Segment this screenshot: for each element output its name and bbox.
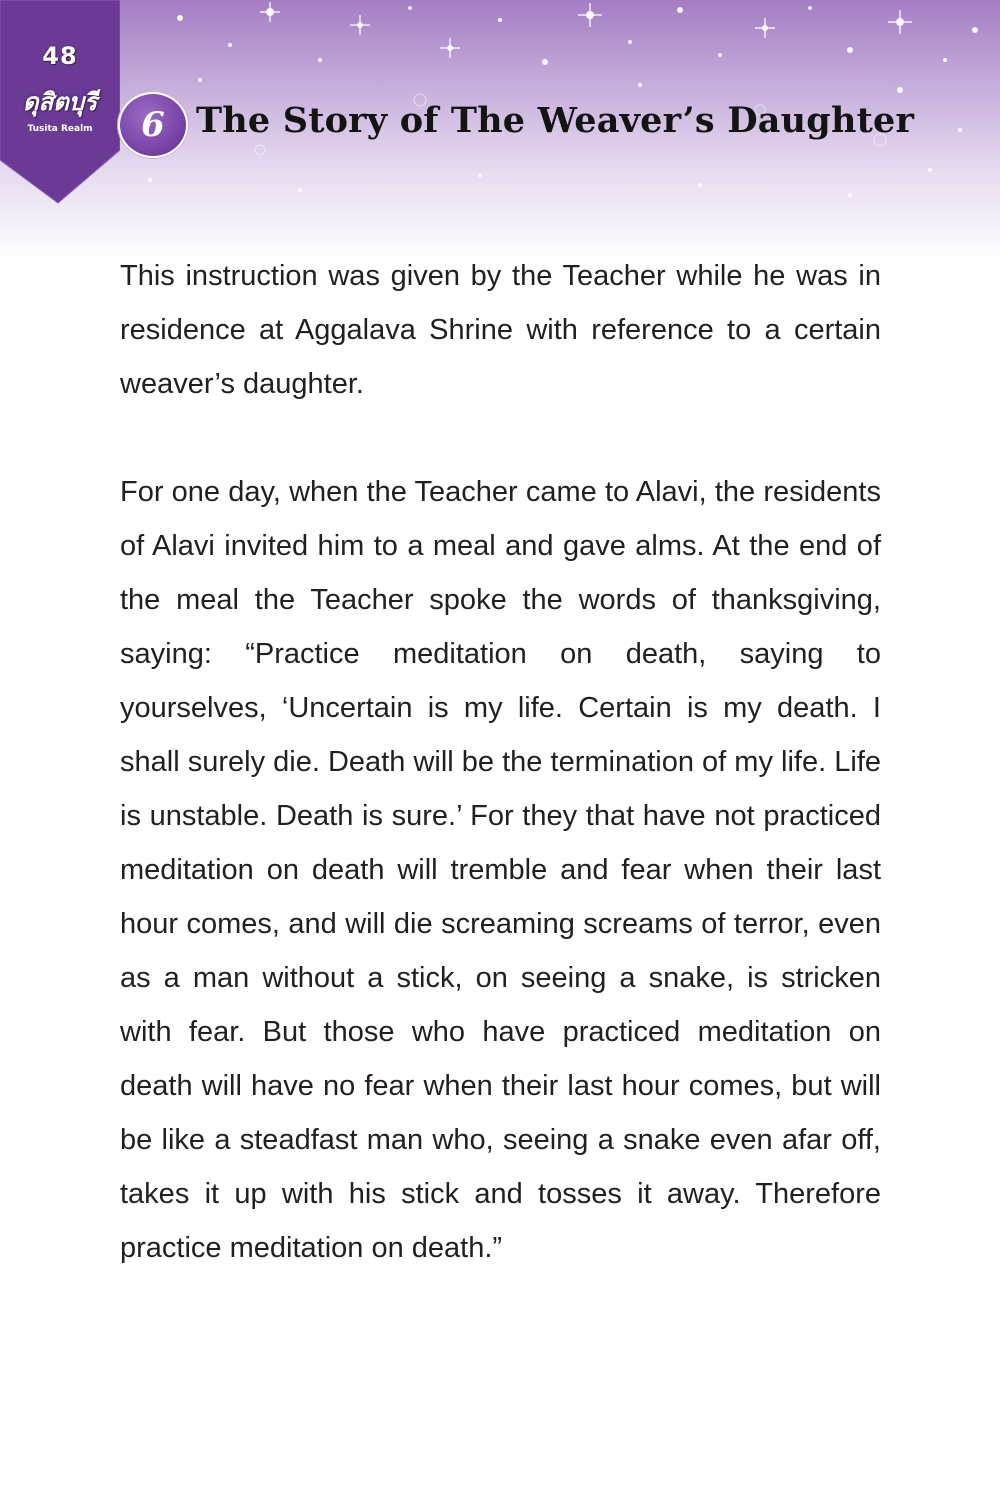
paragraph-story: For one day, when the Teacher came to Alavi, the residents of Alavi invited him to a meal and gave alms. At the end of the meal the Teacher spoke the words of thanksgiving, saying: “Practice meditation on death, saying to yourselves, ‘Uncertain is my life. Certain is my death. I shall surely die. Death will be the termination of my life. Life is unstable. Death is sure.’ For they that have not practiced meditation on death will tremble and fear when their last hour comes, and will die screaming screams of terror, even as a man without a stick, on seeing a snake, is stricken with fear. But those who have practiced meditation on death will have no fear when their last hour comes, but will be like a steadfast man who, seeing a snake even afar off, takes it up with his stick and tosses it away. Therefore practice meditation on death.” <box>120 476 881 1264</box>
chapter-badge <box>118 92 188 158</box>
chapter-title: The Story of The Weaver’s Daughter <box>196 100 915 141</box>
brand-logo: ดุสิตบุรี <box>23 87 97 116</box>
paragraph-intro: This instruction was given by the Teacher while he was in residence at Aggalava Shrine with reference to a certain weaver’s daughter. <box>120 260 881 400</box>
chapter-number: 6 <box>141 105 165 145</box>
brand-subtitle: Tusita Realm <box>27 124 93 134</box>
page-number: 48 <box>42 42 78 70</box>
body-text <box>120 249 881 1275</box>
page-tab <box>0 0 120 205</box>
